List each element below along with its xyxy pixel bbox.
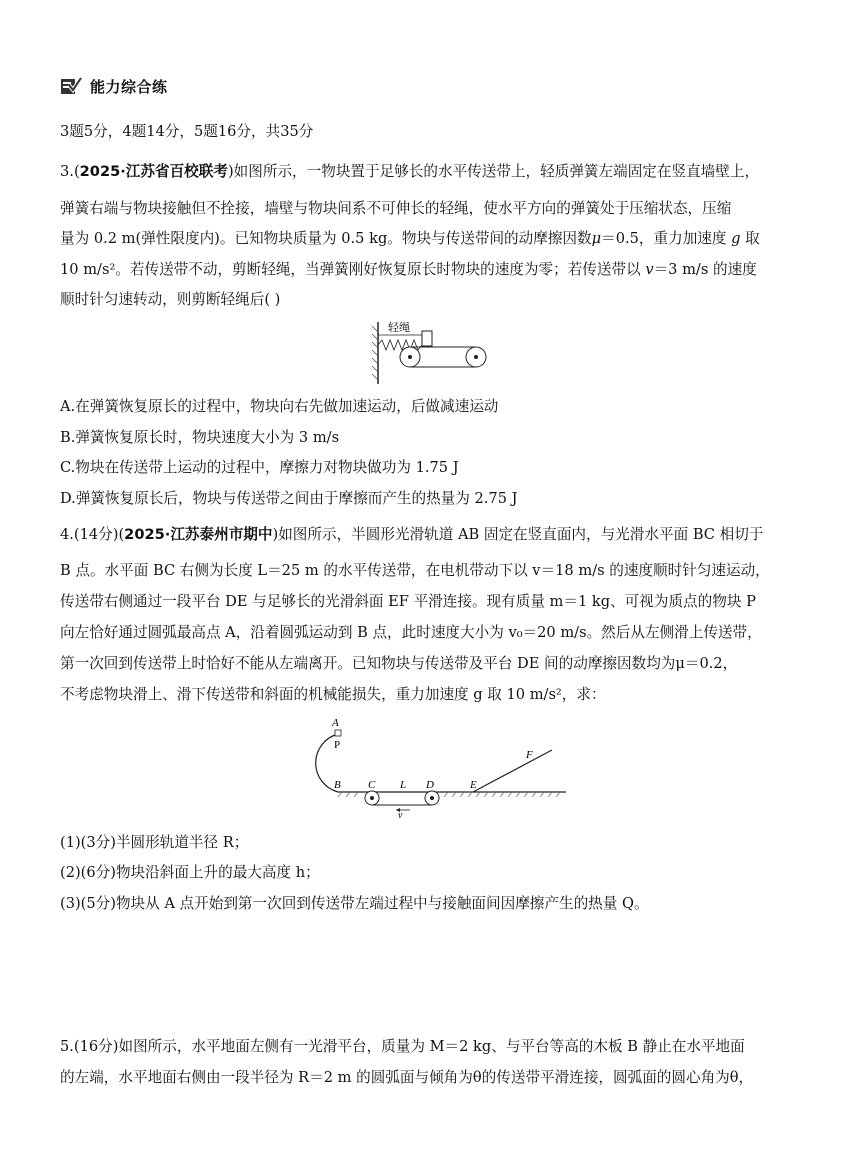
label-p: P xyxy=(334,739,341,751)
q3-line3-a: 量为 0.2 m(弹性限度内)。已知物块质量为 0.5 kg。物块与传送带间的动摩擦因数 xyxy=(60,230,592,247)
q3-line-3 xyxy=(60,229,760,249)
q5-line-1: 5.(16分)如图所示，水平地面左侧有一光滑平台，质量为 M＝2 kg、与平台等高的木板 B 静止在水平地面 xyxy=(60,1038,745,1055)
q3-line-5: 顺时针匀速转动，则剪断轻绳后( ) xyxy=(60,291,281,308)
q4-line-6: 不考虑物块滑上、滑下传送带和斜面的机械能损失，重力加速度 g 取 10 m/s²，求： xyxy=(60,686,606,703)
q3-option-d: D.弹簧恢复原长后，物块与传送带之间由于摩擦而产生的热量为 2.75 J xyxy=(60,490,518,507)
q3-mu: μ xyxy=(591,230,602,247)
q3-line3-e: 取 xyxy=(740,230,760,247)
label-f: F xyxy=(526,749,533,761)
label-b: B xyxy=(334,779,341,791)
q4-line-1 xyxy=(60,525,763,545)
q4-line-3: 传送带右侧通过一段平台 DE 与足够长的光滑斜面 EF 平滑连接。现有质量 m＝1 kg、可视为质点的物块 P xyxy=(60,593,756,610)
q4-line-4: 向左恰好通过圆弧最高点 A，沿着圆弧运动到 B 点，此时速度大小为 v₀＝20 m/s。然后从左侧滑上传送带， xyxy=(60,624,762,641)
q4-sub-2: (2)(6分)物块沿斜面上升的最大高度 h； xyxy=(60,864,320,881)
q3-line3-c: ＝0.5，重力加速度 xyxy=(601,230,732,247)
label-v: v xyxy=(398,810,403,818)
block-p xyxy=(335,730,341,736)
q4-source: 2025·江苏泰州市期中 xyxy=(124,526,273,543)
q3-line1-text: 如图所示，一物块置于足够长的水平传送带上，轻质弹簧左端固定在竖直墙壁上， xyxy=(233,163,760,180)
q4-line-5: 第一次回到传送带上时恰好不能从左端离开。已知物块与传送带及平台 DE 间的动摩擦因数均为μ＝0.2， xyxy=(60,655,738,672)
section-title: 能力综合练 xyxy=(90,77,168,96)
q4-figure xyxy=(298,714,568,822)
q3-g: g xyxy=(731,230,741,247)
label-a: A xyxy=(332,717,339,729)
q3-figure xyxy=(370,318,500,392)
q3-option-a: A.在弹簧恢复原长的过程中，物块向右先做加速运动，后做减速运动 xyxy=(60,398,499,415)
q4-line-2: B 点。水平面 BC 右侧为长度 L＝25 m 的水平传送带，在电机带动下以 v＝18 m/s 的速度顺时针匀速运动， xyxy=(60,562,770,579)
q3-line-2: 弹簧右端与物块接触但不拴接，墙壁与物块间系不可伸长的轻绳，使水平方向的弹簧处于压缩状态，压缩 xyxy=(60,200,732,217)
q3-rope-label: 轻绳 xyxy=(388,322,410,334)
score-line: 3题5分，4题14分，5题16分，共35分 xyxy=(60,123,314,140)
q3-option-b: B.弹簧恢复原长时，物块速度大小为 3 m/s xyxy=(60,429,340,446)
q4-sub-1: (1)(3分)半圆形轨道半径 R； xyxy=(60,834,249,851)
q4-head: 4.(14分)( xyxy=(60,526,125,543)
block xyxy=(422,331,432,346)
label-c: C xyxy=(368,779,376,791)
label-e: E xyxy=(470,779,477,791)
label-d: D xyxy=(426,779,434,791)
q3-line4-a: 10 m/s²。若传送带不动，剪断轻绳，当弹簧刚好恢复原长时物块的速度为零；若传送带以 xyxy=(60,261,646,278)
q3-number: 3. xyxy=(60,163,74,180)
q3-v: v xyxy=(645,261,654,278)
q3-option-c: C.物块在传送带上运动的过程中，摩擦力对物块做功为 1.75 J xyxy=(60,459,459,476)
q5-line-2: 的左端，水平地面右侧由一段半径为 R＝2 m 的圆弧面与倾角为θ的传送带平滑连接，圆弧面的圆心角为θ， xyxy=(60,1069,754,1086)
q3-source: 2025·江苏省百校联考 xyxy=(79,163,228,180)
q4-head-rest: )如图所示，半圆形光滑轨道 AB 固定在竖直面内，与光滑水平面 BC 相切于 xyxy=(272,526,764,543)
section-header xyxy=(60,74,168,98)
q3-line-1: 3.(2025·江苏省百校联考)如图所示，一物块置于足够长的水平传送带上，轻质弹簧左端固定在竖直墙壁上， xyxy=(60,163,760,180)
q3-line-4 xyxy=(60,260,757,280)
q4-sub-3: (3)(5分)物块从 A 点开始到第一次回到传送带左端过程中与接触面间因摩擦产生的热量 Q。 xyxy=(60,895,649,912)
incline xyxy=(473,750,552,792)
label-l: L xyxy=(400,779,407,791)
checklist-icon xyxy=(60,76,82,96)
q3-line4-c: ＝3 m/s 的速度 xyxy=(653,261,757,278)
